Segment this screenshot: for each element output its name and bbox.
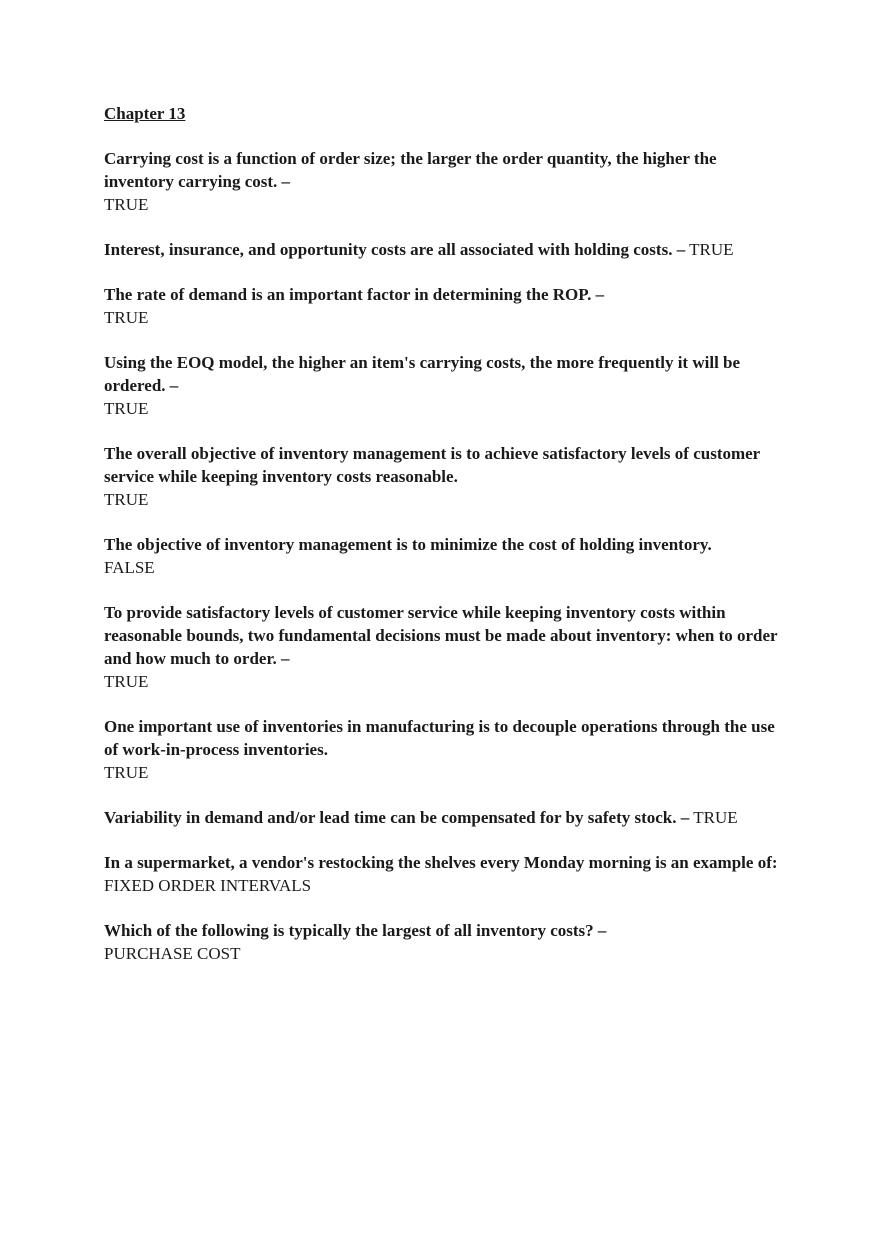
qa-item xyxy=(104,351,784,420)
qa-item xyxy=(104,601,784,693)
answer-text: TRUE xyxy=(104,672,149,691)
qa-item xyxy=(104,238,784,261)
answer-text: TRUE xyxy=(104,490,149,509)
answer-text: TRUE xyxy=(693,808,738,827)
question-text: The rate of demand is an important factor in determining the ROP. – xyxy=(104,285,605,304)
question-text: Which of the following is typically the largest of all inventory costs? – xyxy=(104,921,607,940)
qa-item xyxy=(104,442,784,511)
question-text: To provide satisfactory levels of customer service while keeping inventory costs within reasonable bounds, two fundamental decisions must be made about inventory: when to order and how much to order. – xyxy=(104,603,778,668)
question-text: Interest, insurance, and opportunity costs are all associated with holding costs. – xyxy=(104,240,686,259)
answer-text: FALSE xyxy=(104,558,155,577)
answer-text: FIXED ORDER INTERVALS xyxy=(104,876,312,895)
answer-text: PURCHASE COST xyxy=(104,944,241,963)
answer-text: TRUE xyxy=(104,399,149,418)
question-text: Using the EOQ model, the higher an item's carrying costs, the more frequently it will be ordered. – xyxy=(104,353,741,395)
qa-item xyxy=(104,533,784,579)
qa-item xyxy=(104,851,784,897)
answer-text: TRUE xyxy=(104,308,149,327)
answer-text: TRUE xyxy=(104,195,149,214)
qa-item xyxy=(104,147,784,216)
answer-text: TRUE xyxy=(104,763,149,782)
question-text: Carrying cost is a function of order size; the larger the order quantity, the higher the inventory carrying cost. – xyxy=(104,149,717,191)
chapter-title: Chapter 13 xyxy=(104,104,186,123)
qa-item xyxy=(104,715,784,784)
qa-item xyxy=(104,806,784,829)
question-text: The overall objective of inventory management is to achieve satisfactory levels of customer service while keeping inventory costs reasonable. xyxy=(104,444,760,486)
document-page xyxy=(104,102,784,987)
qa-item xyxy=(104,283,784,329)
qa-item xyxy=(104,919,784,965)
question-text: One important use of inventories in manufacturing is to decouple operations through the use of work-in-process inventories. xyxy=(104,717,775,759)
answer-text: TRUE xyxy=(689,240,734,259)
question-text: Variability in demand and/or lead time can be compensated for by safety stock. – xyxy=(104,808,690,827)
question-text: In a supermarket, a vendor's restocking the shelves every Monday morning is an example of: xyxy=(104,853,778,872)
question-text: The objective of inventory management is to minimize the cost of holding inventory. xyxy=(104,535,712,554)
